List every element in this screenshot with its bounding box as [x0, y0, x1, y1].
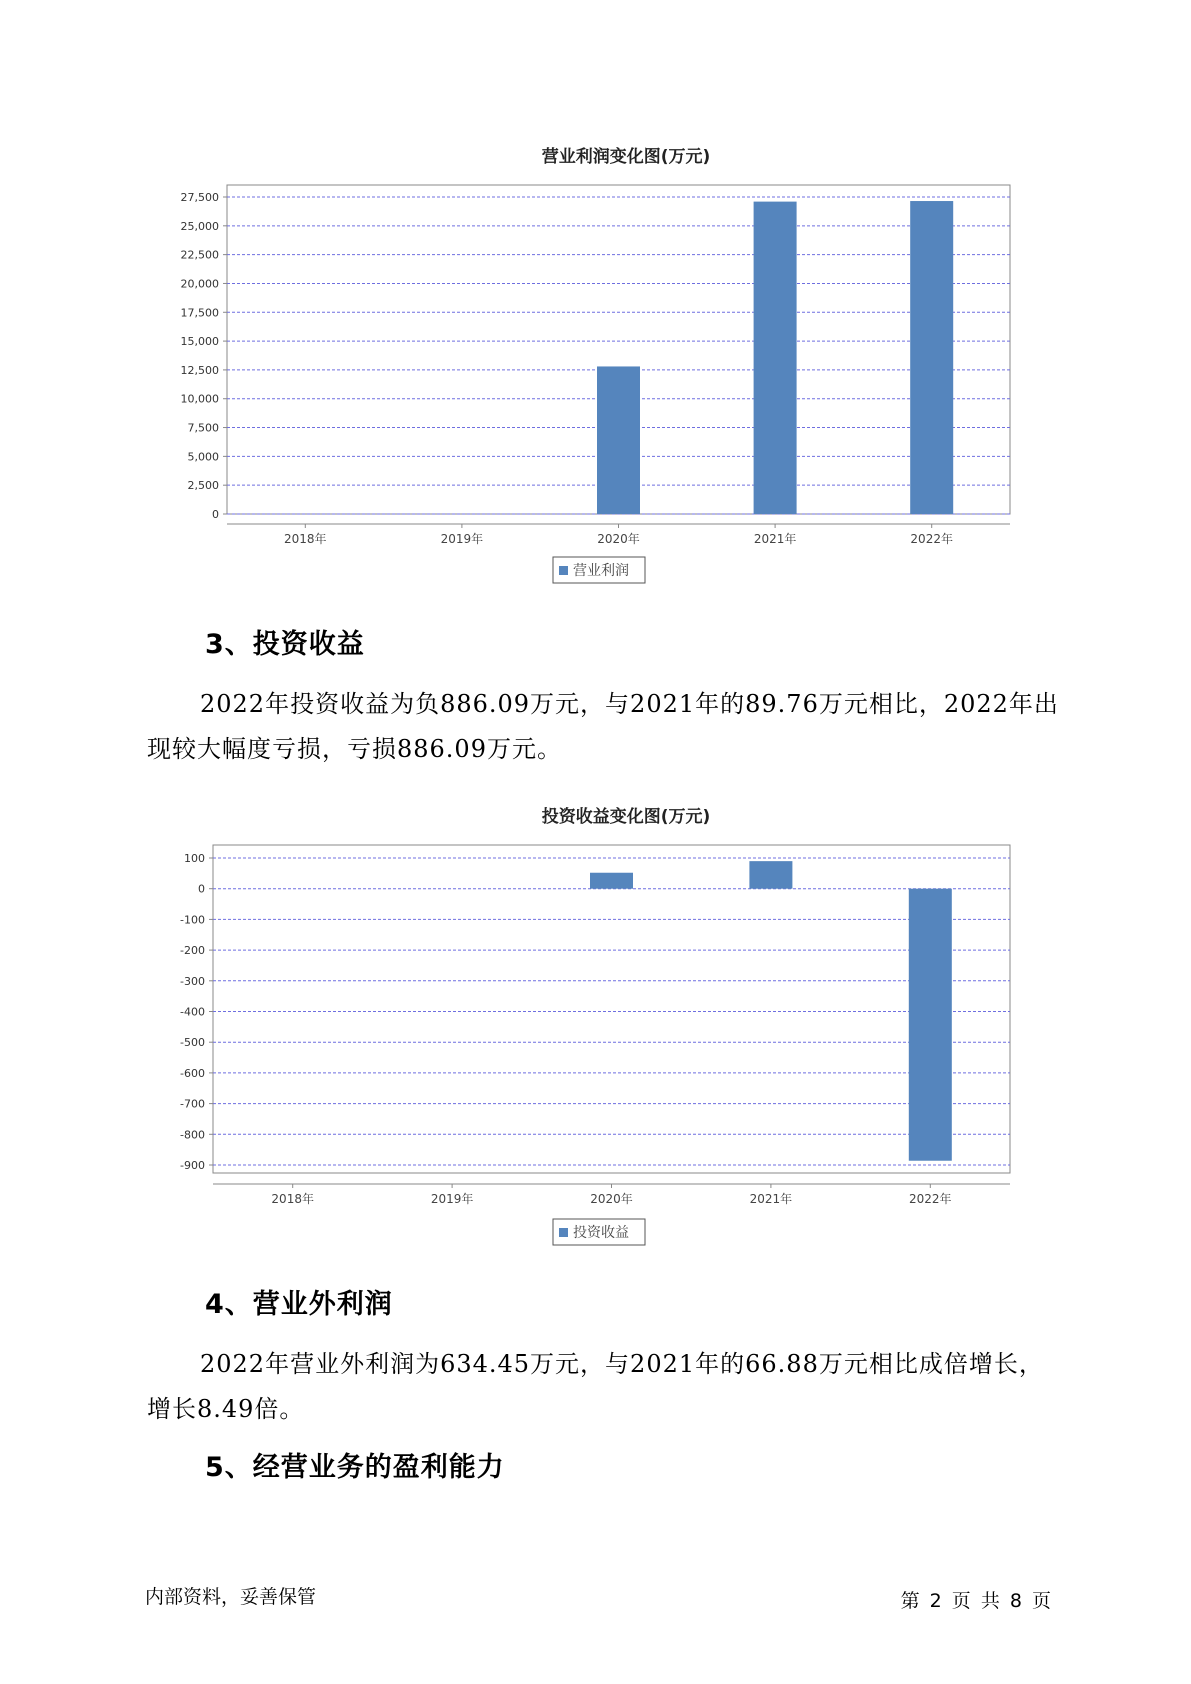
x-tick-label: 2021年 — [749, 1192, 793, 1206]
y-tick-label: -900 — [180, 1159, 205, 1172]
y-tick-label: 15,000 — [180, 335, 219, 349]
section-3-paragraph: 2022年投资收益为负886.09万元，与2021年的89.76万元相比，2022年出现较大幅度亏损，亏损886.09万元。 — [147, 690, 1059, 763]
x-tick-label: 2021年 — [753, 532, 797, 546]
section-4-paragraph: 2022年营业外利润为634.45万元，与2021年的66.88万元相比成倍增长，增长8.49倍。 — [147, 1350, 1044, 1423]
x-tick-label: 2019年 — [430, 1192, 474, 1206]
legend-swatch — [559, 1228, 568, 1237]
section-5-heading: 5、经营业务的盈利能力 — [205, 1452, 505, 1483]
y-tick-label: 12,500 — [180, 363, 219, 377]
section-3-heading: 3、投资收益 — [205, 629, 365, 660]
y-tick-label: -400 — [180, 1005, 205, 1019]
operating-profit-chart — [0, 170, 1191, 590]
y-tick-label: -300 — [180, 974, 205, 988]
y-tick-label: 22,500 — [180, 248, 219, 262]
bar — [749, 861, 792, 889]
y-tick-label: -500 — [180, 1036, 205, 1050]
bar — [590, 873, 633, 889]
y-tick-label: -700 — [180, 1097, 205, 1111]
x-tick-label: 2022年 — [910, 532, 953, 546]
y-tick-label: 100 — [184, 852, 205, 865]
footer-confidential-note: 内部资料，妥善保管 — [145, 1586, 317, 1608]
legend-swatch — [559, 566, 568, 575]
y-tick-label: 10,000 — [180, 392, 219, 406]
bar — [910, 201, 953, 514]
x-tick-label: 2019年 — [440, 532, 484, 546]
bar — [754, 202, 797, 514]
y-tick-label: 2,500 — [187, 479, 219, 493]
x-tick-label: 2022年 — [909, 1192, 952, 1206]
chart1-title: 营业利润变化图(万元) — [541, 147, 711, 167]
legend-label: 投资收益 — [573, 1225, 629, 1241]
chart2-title: 投资收益变化图(万元) — [541, 807, 711, 827]
y-tick-label: 5,000 — [187, 450, 219, 464]
y-tick-label: -100 — [180, 913, 205, 927]
legend — [553, 1219, 645, 1245]
y-tick-label: 27,500 — [180, 191, 219, 204]
y-tick-label: 0 — [198, 882, 205, 896]
footer-page-number: 第 2 页 共 8 页 — [900, 1590, 1051, 1612]
plot-frame — [213, 845, 1010, 1173]
y-tick-label: -600 — [180, 1066, 205, 1080]
x-tick-label: 2018年 — [271, 1192, 314, 1206]
bar — [909, 889, 952, 1161]
x-tick-label: 2020年 — [597, 532, 640, 546]
y-tick-label: -200 — [180, 944, 205, 958]
investment-income-chart — [0, 830, 1191, 1260]
x-tick-label: 2018年 — [284, 532, 327, 546]
legend — [553, 557, 645, 583]
y-tick-label: -800 — [180, 1128, 205, 1142]
y-tick-label: 17,500 — [180, 306, 219, 320]
bar — [597, 366, 640, 514]
y-tick-label: 25,000 — [180, 219, 219, 233]
x-tick-label: 2020年 — [590, 1192, 633, 1206]
y-tick-label: 0 — [212, 508, 219, 521]
y-tick-label: 7,500 — [187, 421, 219, 435]
legend-label: 营业利润 — [573, 563, 629, 579]
section-4-heading: 4、营业外利润 — [205, 1289, 393, 1320]
y-tick-label: 20,000 — [180, 277, 219, 291]
